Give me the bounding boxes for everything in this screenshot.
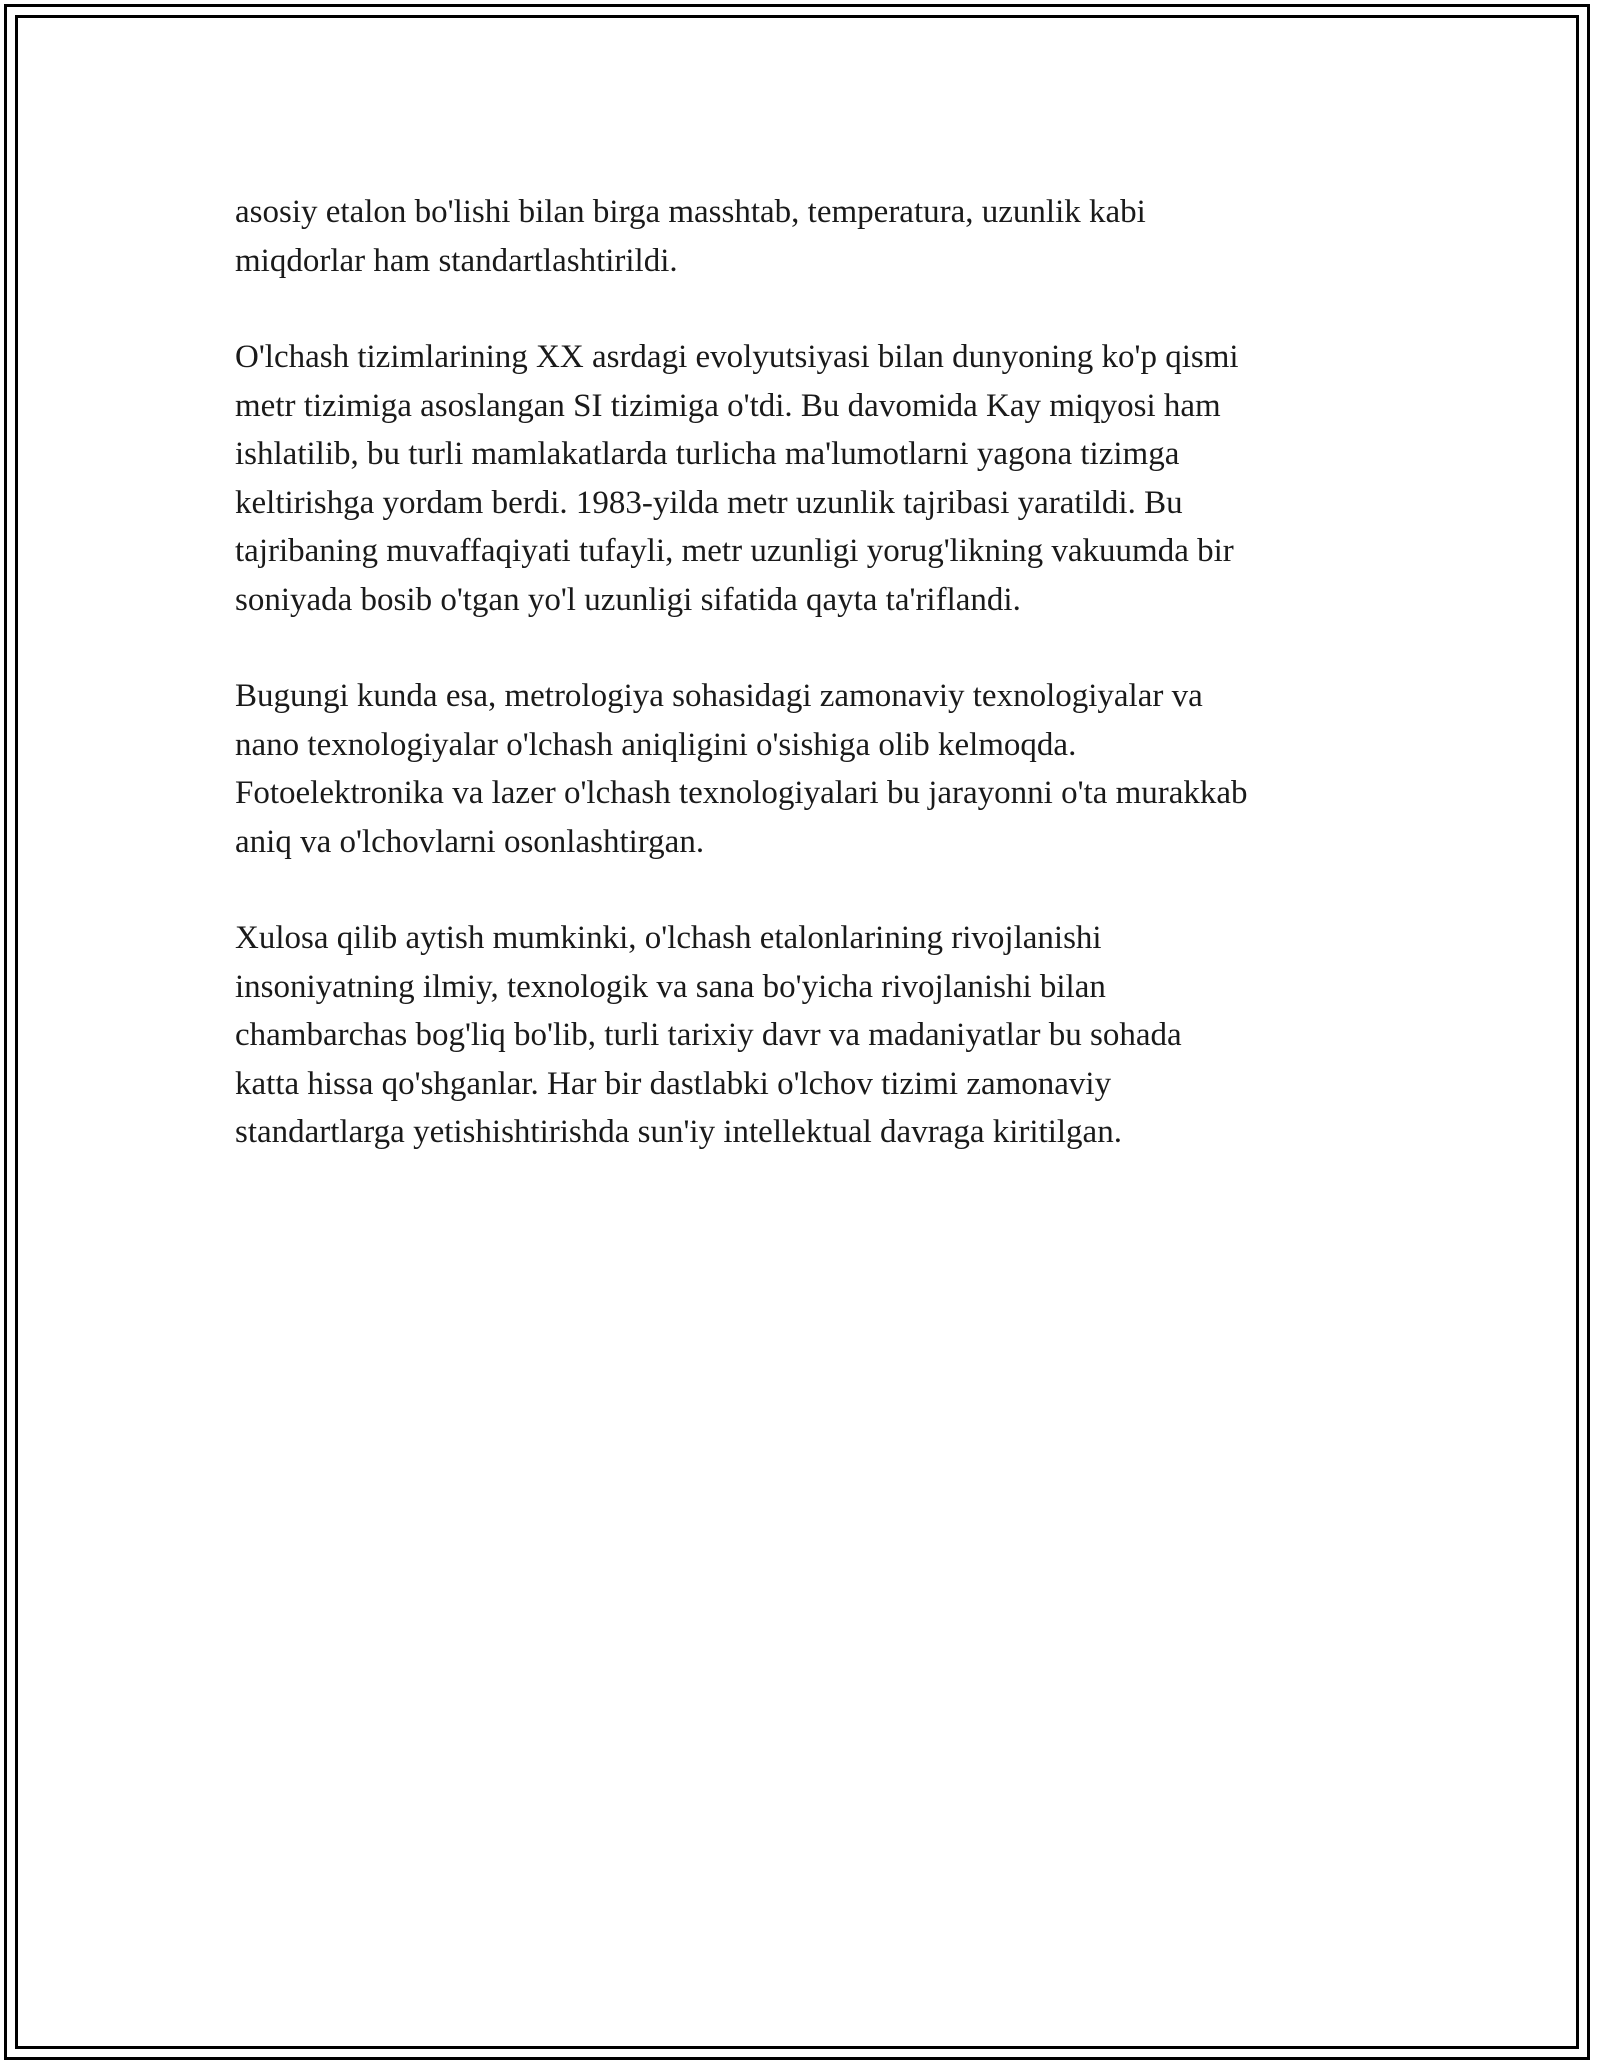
text-line: miqdorlar ham standartlashtirildi.: [235, 242, 678, 279]
document-body: [235, 188, 1385, 1205]
paragraph-2: [235, 333, 1385, 624]
text-line: katta hissa qo'shganlar. Har bir dastlabki o'lchov tizimi zamonaviy: [235, 1065, 1112, 1102]
paragraph-1: [235, 188, 1385, 285]
text-line: ishlatilib, bu turli mamlakatlarda turlicha ma'lumotlarni yagona tizimga: [235, 436, 1180, 472]
text-line: standartlarga yetishishtirishda sun'iy intellektual davraga kiritilgan.: [235, 1114, 1122, 1150]
text-line: Xulosa qilib aytish mumkinki, o'lchash etalonlarining rivojlanishi: [235, 920, 1102, 956]
text-line: nano texnologiyalar o'lchash aniqligini o'sishiga olib kelmoqda.: [235, 726, 1077, 763]
text-line: Fotoelektronika va lazer o'lchash texnologiyalari bu jarayonni o'ta murakkab: [235, 775, 1248, 811]
text-line: keltirishga yordam berdi. 1983-yilda metr uzunlik tajribasi yaratildi. Bu: [235, 484, 1183, 521]
text-line: tajribaning muvaffaqiyati tufayli, metr uzunligi yorug'likning vakuumda bir: [235, 533, 1234, 569]
text-line: aniq va o'lchovlarni osonlashtirgan.: [235, 823, 705, 860]
text-line: insoniyatning ilmiy, texnologik va sana bo'yicha rivojlanishi bilan: [235, 968, 1106, 1005]
text-line: O'lchash tizimlarining XX asrdagi evolyutsiyasi bilan dunyoning ko'p qismi: [235, 339, 1239, 375]
paragraph-4: [235, 914, 1385, 1157]
text-line: asosiy etalon bo'lishi bilan birga masshtab, temperatura, uzunlik kabi: [235, 194, 1146, 230]
text-line: chambarchas bog'liq bo'lib, turli tarixiy davr va madaniyatlar bu sohada: [235, 1017, 1182, 1053]
text-line: Bugungi kunda esa, metrologiya sohasidagi zamonaviy texnologiyalar va: [235, 678, 1203, 714]
text-line: soniyada bosib o'tgan yo'l uzunligi sifatida qayta ta'riflandi.: [235, 581, 1021, 618]
paragraph-3: [235, 672, 1385, 866]
text-line: metr tizimiga asoslangan SI tizimiga o'tdi. Bu davomida Kay miqyosi ham: [235, 387, 1221, 424]
